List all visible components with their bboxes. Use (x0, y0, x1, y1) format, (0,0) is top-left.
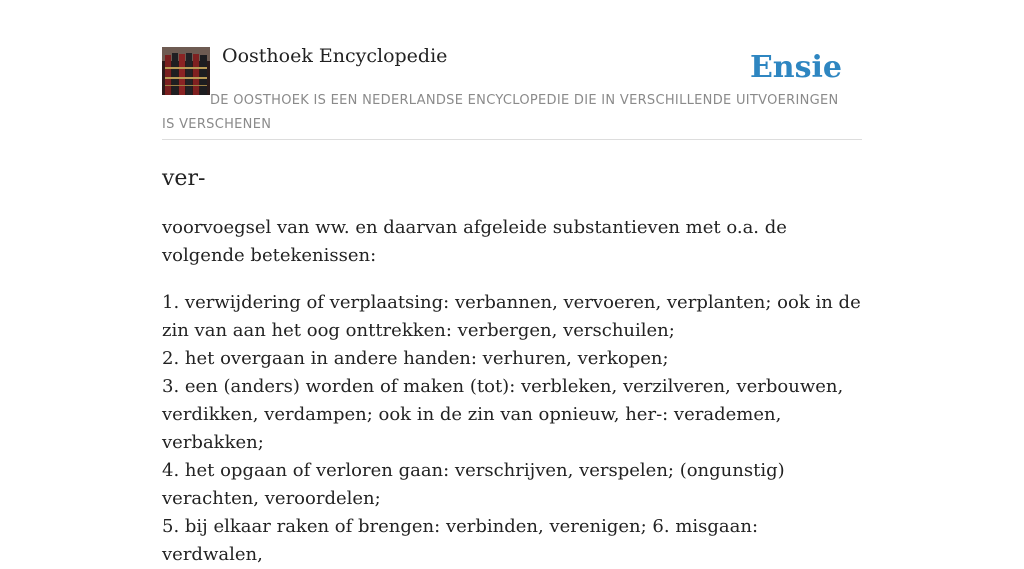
site-title-link[interactable]: Oosthoek Encyclopedie (222, 45, 448, 67)
site-header (162, 0, 862, 140)
definition-sense: 5. bij elkaar raken of brengen: verbinden, verenigen; 6. misgaan: verdwalen, (162, 516, 759, 565)
definition-sense: 2. het overgaan in andere handen: verhuren, verkopen; (162, 348, 669, 369)
page (162, 0, 862, 565)
encyclopedia-avatar[interactable] (162, 47, 210, 95)
entry-definition (162, 214, 862, 569)
definition-senses (162, 289, 862, 569)
definition-sense: 1. verwijdering of verplaatsing: verbannen, vervoeren, verplanten; ook in de zin van aan het oog onttrekken: verbergen, verschuilen; (162, 292, 861, 341)
definition-intro: voorvoegsel van ww. en daarvan afgeleide substantieven met o.a. de volgende betekenissen: (162, 217, 787, 266)
definition-sense: 4. het opgaan of verloren gaan: verschrijven, verspelen; (ongunstig) verachten, veroordelen; (162, 460, 785, 509)
book-spines-icon (162, 47, 210, 95)
ensie-logo-link[interactable]: Ensie (749, 50, 842, 85)
site-tagline: DE OOSTHOEK IS EEN NEDERLANDSE ENCYCLOPEDIE DIE IN VERSCHILLENDE UITVOERINGEN IS VERSCHENEN (162, 93, 839, 132)
definition-sense: 3. een (anders) worden of maken (tot): verbleken, verzilveren, verbouwen, verdikken, verdampen; ook in de zin van opnieuw, her-: verademen, verbakken; (162, 376, 844, 453)
entry-term: ver- (162, 166, 206, 191)
